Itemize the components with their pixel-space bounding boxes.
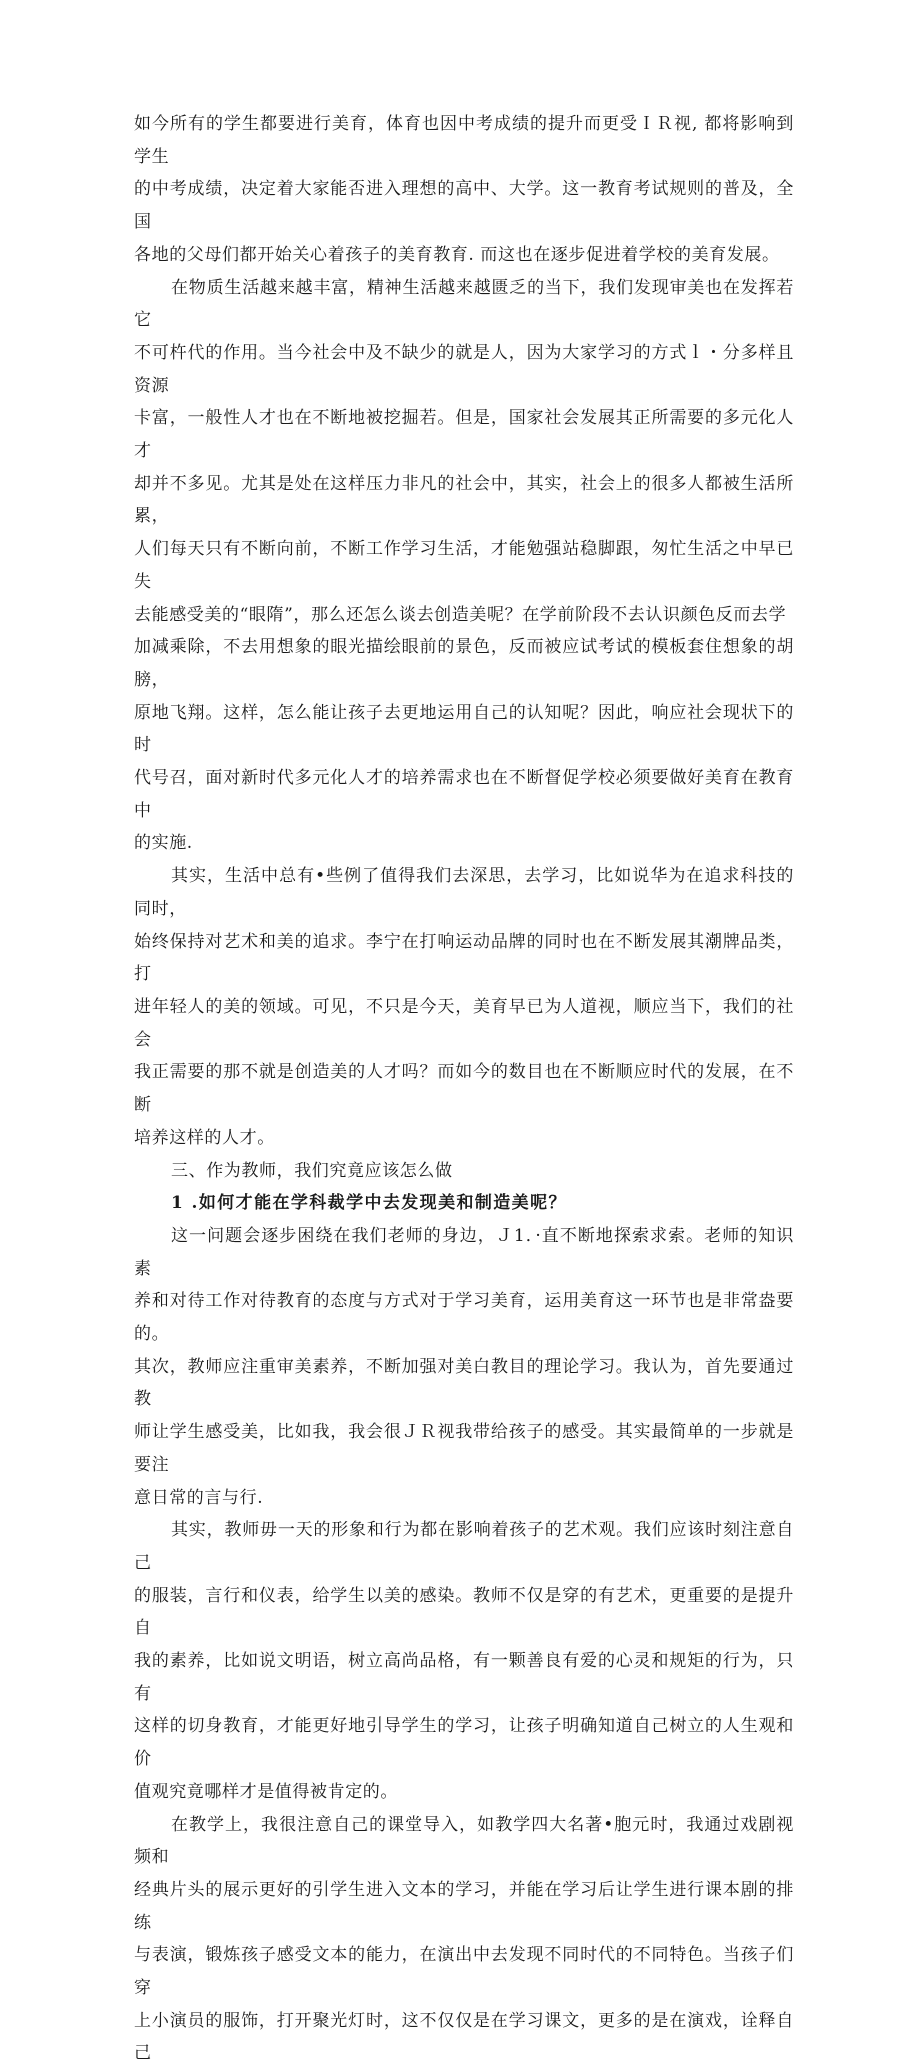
subheading: 1 .如何才能在学科裁学中去发现美和制造美呢？ xyxy=(171,1193,567,1214)
paragraph-2: 在物质生活越来越丰富，精神生活越来越匮乏的当下，我们发现审美也在发挥若它 不可杵代的作用。当今社会中及不缺少的就是人，因为大家学习的方式ｌ・分多样且资源 卡富，一般性人才也在不断地被挖掘若。但是，国家社会发展其正所需要的多元化人才 却并不多见。尤其是处在这样压力非凡的社会中，其实，社会上的很多人都被生活所累， 人们每天只有不断向前，不断工作学习生活，才能勉强站稳脚跟，匆忙生活之中早已失 去能感受美的“眼隋”，那么还怎么谈去创造美呢？在学前阶段不去认识颜色反而去学 加减乘除，不去用想象的眼光描绘眼前的景色，反而被应试考试的模板套住想象的胡膀， 原地飞翔。这样，怎么能让孩子去更地运用自己的认知呢？因此，响应社会现状下的时 代号召，面对新时代多元化人才的培养需求也在不断督促学校必须要做好美育在教育中 的实施. xyxy=(134,277,794,854)
paragraph-1: 如今所有的学生都要进行美育，体育也因中考成绩的提升而更受ＩＲ视, 都将影响到学生 的中考成绩，决定着大家能否进入理想的高中、大学。这一教育考试规则的普及，全国 各地的父母们都开始关心着孩子的美育教育. 而这也在逐步促进着学校的美育发展。 xyxy=(134,114,794,265)
paragraph-6: 在教学上，我很注意自己的课堂导入，如教学四大名著•胞元时，我通过戏剧视频和 经典片头的展示更好的引学生进入文本的学习，并能在学习后让学生进行课本剧的排练 与表演，锻炼孩子感受文本的能力，在演出中去发现不同时代的不同特色。当孩子们穿 上小演员的服饰，打开聚光灯时，这不仅仅是在学习课文，更多的是在演戏，诠释自己 xyxy=(134,1814,794,2064)
section-heading: 三、作为教师，我们究竟应该怎么做 xyxy=(171,1160,453,1181)
paragraph-4: 这一问题会逐步困绕在我们老师的身边，Ｊ1．·直不断地探索求索。老师的知识素 养和对待工作对待教育的态度与方式对于学习美育，运用美育这一环节也是非常盎要的。 其次，教师应注重审美素养，不断加强对美白教目的理论学习。我认为，首先要通过教 师让学生感受美，比如我，我会很ＪＲ视我带给孩子的感受。其实最简单的一步就是要注 意日常的言与行. xyxy=(134,1225,794,1508)
paragraph-5: 其实，教师毋一天的形象和行为都在影响着孩子的艺术观。我们应该时刻注意自己 的服装，言行和仪表，给学生以美的感染。教师不仅是穿的有艺术，更重要的是提升自 我的素养，比如说文明语，树立高尚品格，有一颗善良有爱的心灵和规矩的行为，只有 这样的切身教育，才能更好地引导学生的学习，让孩子明确知道自己树立的人生观和价 值观究竟哪样才是值得被肯定的。 xyxy=(134,1520,794,1802)
document-page xyxy=(134,108,794,2070)
paragraph-3: 其实，生活中总有•些例了值得我们去深思，去学习，比如说华为在追求科技的同时， 始终保持对艺术和美的追求。李宁在打响运动品牌的同时也在不断发展其潮牌品类，打 进年轻人的美的领域。可见，不只是今天，美育早已为人道视，顺应当下，我们的社会 我正需要的那不就是创造美的人才吗？而如今的数目也在不断顺应时代的发展，在不断 培养这样的人才。 xyxy=(134,866,794,1148)
